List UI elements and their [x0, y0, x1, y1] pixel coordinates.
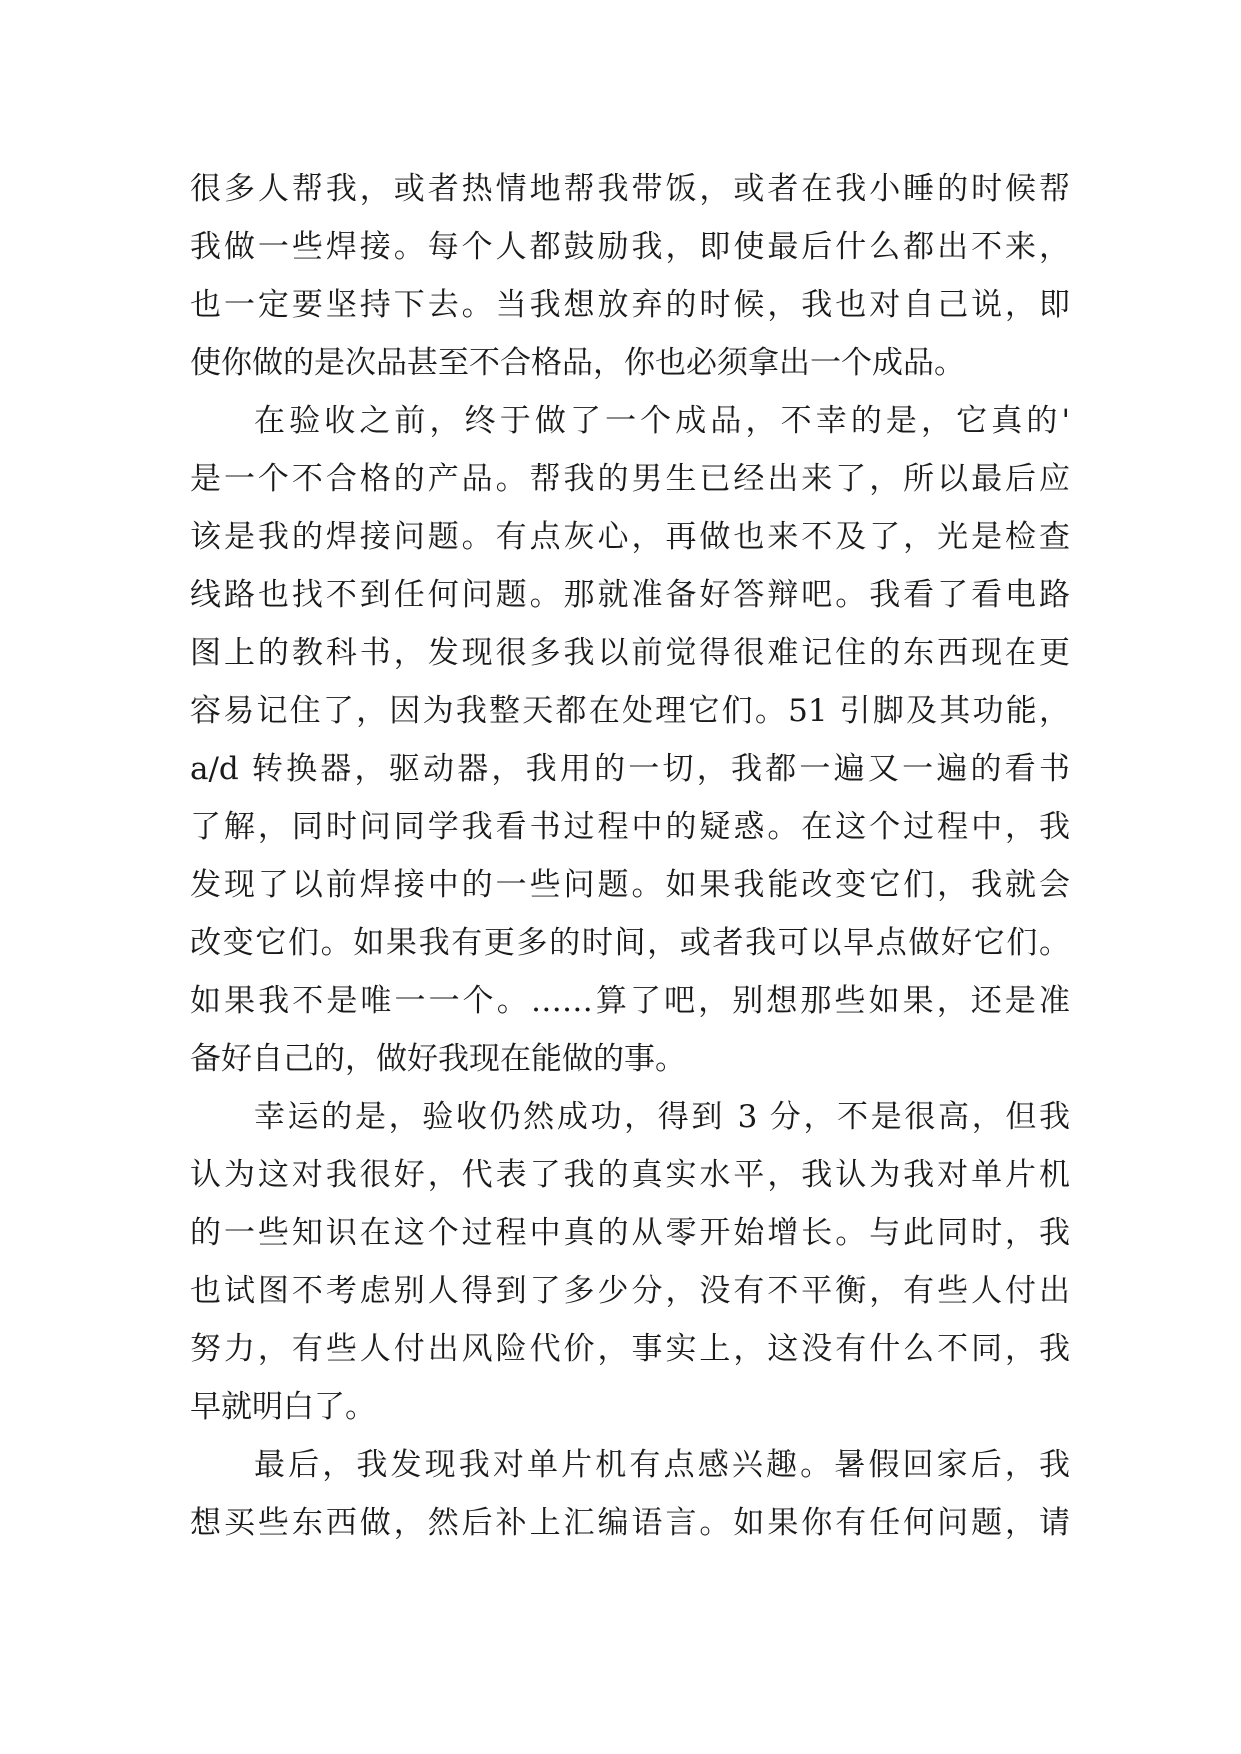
- text-line: 的一些知识在这个过程中真的从零开始增长。与此同时，我: [190, 1215, 1070, 1251]
- text-line: 幸运的是，验收仍然成功，得到 3 分，不是很高，但我: [254, 1099, 1070, 1135]
- text-line: 图上的教科书，发现很多我以前觉得很难记住的东西现在更: [190, 635, 1070, 671]
- text-line: 容易记住了，因为我整天都在处理它们。51 引脚及其功能，: [190, 693, 1070, 729]
- text-line: 改变它们。如果我有更多的时间，或者我可以早点做好它们。: [190, 925, 1070, 961]
- text-line: 发现了以前焊接中的一些问题。如果我能改变它们，我就会: [190, 867, 1070, 903]
- text-line: 备好自己的，做好我现在能做的事。: [190, 1041, 686, 1077]
- text-line: 也一定要坚持下去。当我想放弃的时候，我也对自己说，即: [190, 287, 1070, 323]
- text-line: 如果我不是唯一一个。……算了吧，别想那些如果，还是准: [190, 983, 1070, 1019]
- text-line: 在验收之前，终于做了一个成品，不幸的是，它真的': [254, 403, 1070, 439]
- text-line: 也试图不考虑别人得到了多少分，没有不平衡，有些人付出: [190, 1273, 1070, 1309]
- text-line: 努力，有些人付出风险代价，事实上，这没有什么不同，我: [190, 1331, 1070, 1367]
- text-line: 想买些东西做，然后补上汇编语言。如果你有任何问题，请: [190, 1505, 1070, 1541]
- text-line: 使你做的是次品甚至不合格品，你也必须拿出一个成品。: [190, 345, 965, 381]
- text-line: 该是我的焊接问题。有点灰心，再做也来不及了，光是检查: [190, 519, 1070, 555]
- document-body: [190, 160, 1070, 1552]
- text-line: a/d 转换器，驱动器，我用的一切，我都一遍又一遍的看书: [190, 751, 1070, 787]
- text-line: 认为这对我很好，代表了我的真实水平，我认为我对单片机: [190, 1157, 1070, 1193]
- text-line: 最后，我发现我对单片机有点感兴趣。暑假回家后，我: [254, 1447, 1070, 1483]
- text-line: 线路也找不到任何问题。那就准备好答辩吧。我看了看电路: [190, 577, 1070, 613]
- text-line: 早就明白了。: [190, 1389, 376, 1425]
- text-line: 很多人帮我，或者热情地帮我带饭，或者在我小睡的时候帮: [190, 171, 1070, 207]
- text-line: 了解，同时问同学我看书过程中的疑惑。在这个过程中，我: [190, 809, 1070, 845]
- text-line: 是一个不合格的产品。帮我的男生已经出来了，所以最后应: [190, 461, 1070, 497]
- text-line: 我做一些焊接。每个人都鼓励我，即使最后什么都出不来，: [190, 229, 1070, 265]
